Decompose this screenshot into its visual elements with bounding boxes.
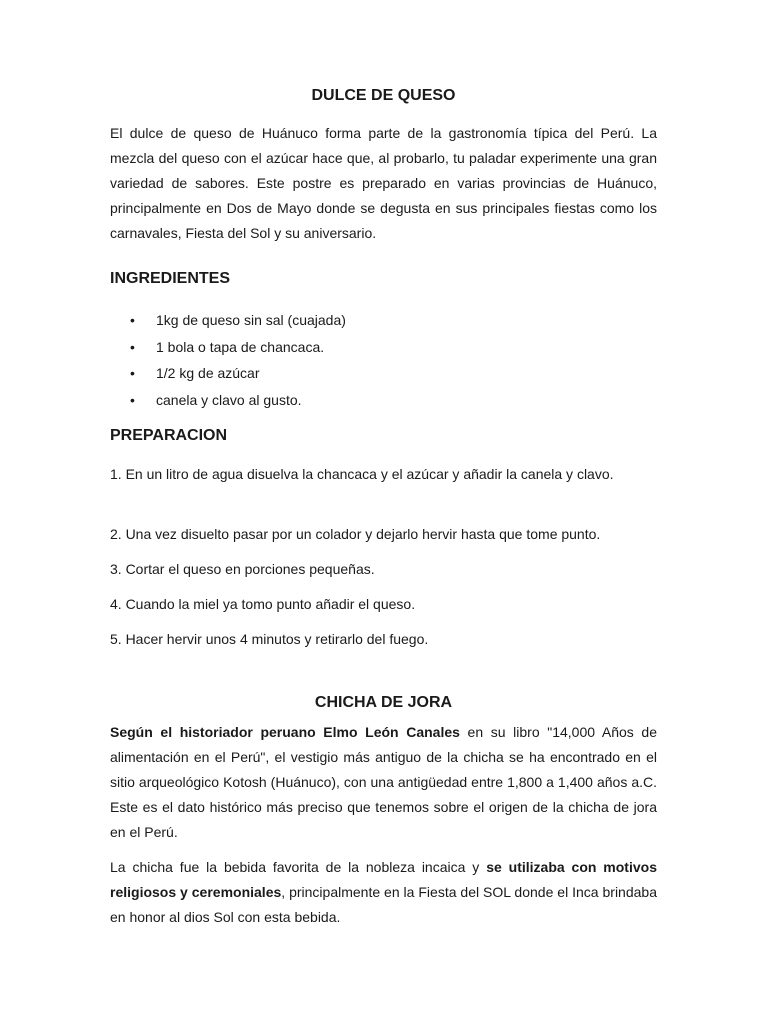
bullet-icon: •	[130, 338, 135, 355]
list-item	[110, 390, 346, 417]
bold-source-text: Según el historiador peruano Elmo León Canales	[110, 724, 460, 740]
paragraph-text: La chicha fue la bebida favorita de la nobleza incaica y	[110, 859, 487, 875]
intro-paragraph: El dulce de queso de Huánuco forma parte de la gastronomía típica del Perú. La mezcla del queso con el azúcar hace que, al probarlo, tu paladar experimente una gran variedad de sabores. Este postre es preparado en varias provincias de Huánuco, principalmente en Dos de Mayo donde se degusta en sus principales fiestas como los carnavales, Fiesta del Sol y su aniversario.	[110, 125, 657, 241]
title-dulce-de-queso: DULCE DE QUESO	[311, 87, 456, 104]
bullet-icon: •	[130, 365, 135, 381]
ingredients-heading: INGREDIENTES	[110, 270, 231, 287]
chicha-paragraph-2	[110, 855, 657, 930]
ingredient-text: 1 bola o tapa de chancaca.	[156, 338, 325, 355]
step-5: 5. Hacer hervir unos 4 minutos y retirarlo del fuego.	[110, 631, 429, 647]
ingredient-text: 1kg de queso sin sal (cuajada)	[156, 312, 346, 328]
paragraph-text: en su libro "14,000 Años de alimentación en el Perú", el vestigio más antiguo de la chicha se ha encontrado en el sitio arqueológico Kotosh (Huánuco), con una antigüedad entre 1,800 a 1,400 años a.C. Este es el dato histórico más preciso que tenemos sobre el origen de la chicha de jora en el Perú.	[110, 724, 657, 840]
preparation-heading: PREPARACION	[110, 427, 228, 444]
bullet-icon: •	[130, 391, 135, 408]
step-2: 2. Una vez disuelto pasar por un colador y dejarlo hervir hasta que tome punto.	[110, 526, 601, 542]
ingredients-list	[110, 310, 346, 416]
chicha-paragraph-1	[110, 720, 657, 845]
ingredient-text: canela y clavo al gusto.	[156, 391, 302, 408]
list-item	[110, 310, 346, 337]
paragraph-text: , principalmente en la Fiesta del SOL donde el Inca brindaba en honor al dios Sol con esta bebida.	[110, 884, 657, 925]
list-item	[110, 363, 346, 390]
ingredient-text: 1/2 kg de azúcar	[156, 365, 260, 381]
list-item	[110, 337, 346, 364]
title-chicha-de-jora: CHICHA DE JORA	[314, 694, 453, 711]
step-1: 1. En un litro de agua disuelva la chancaca y el azúcar y añadir la canela y clavo.	[110, 466, 614, 482]
step-3: 3. Cortar el queso en porciones pequeñas.	[110, 561, 375, 577]
step-4: 4. Cuando la miel ya tomo punto añadir el queso.	[110, 596, 416, 612]
bullet-icon: •	[130, 312, 135, 328]
bold-emphasis-text: se utilizaba con motivos religiosos y ceremoniales	[110, 859, 657, 900]
